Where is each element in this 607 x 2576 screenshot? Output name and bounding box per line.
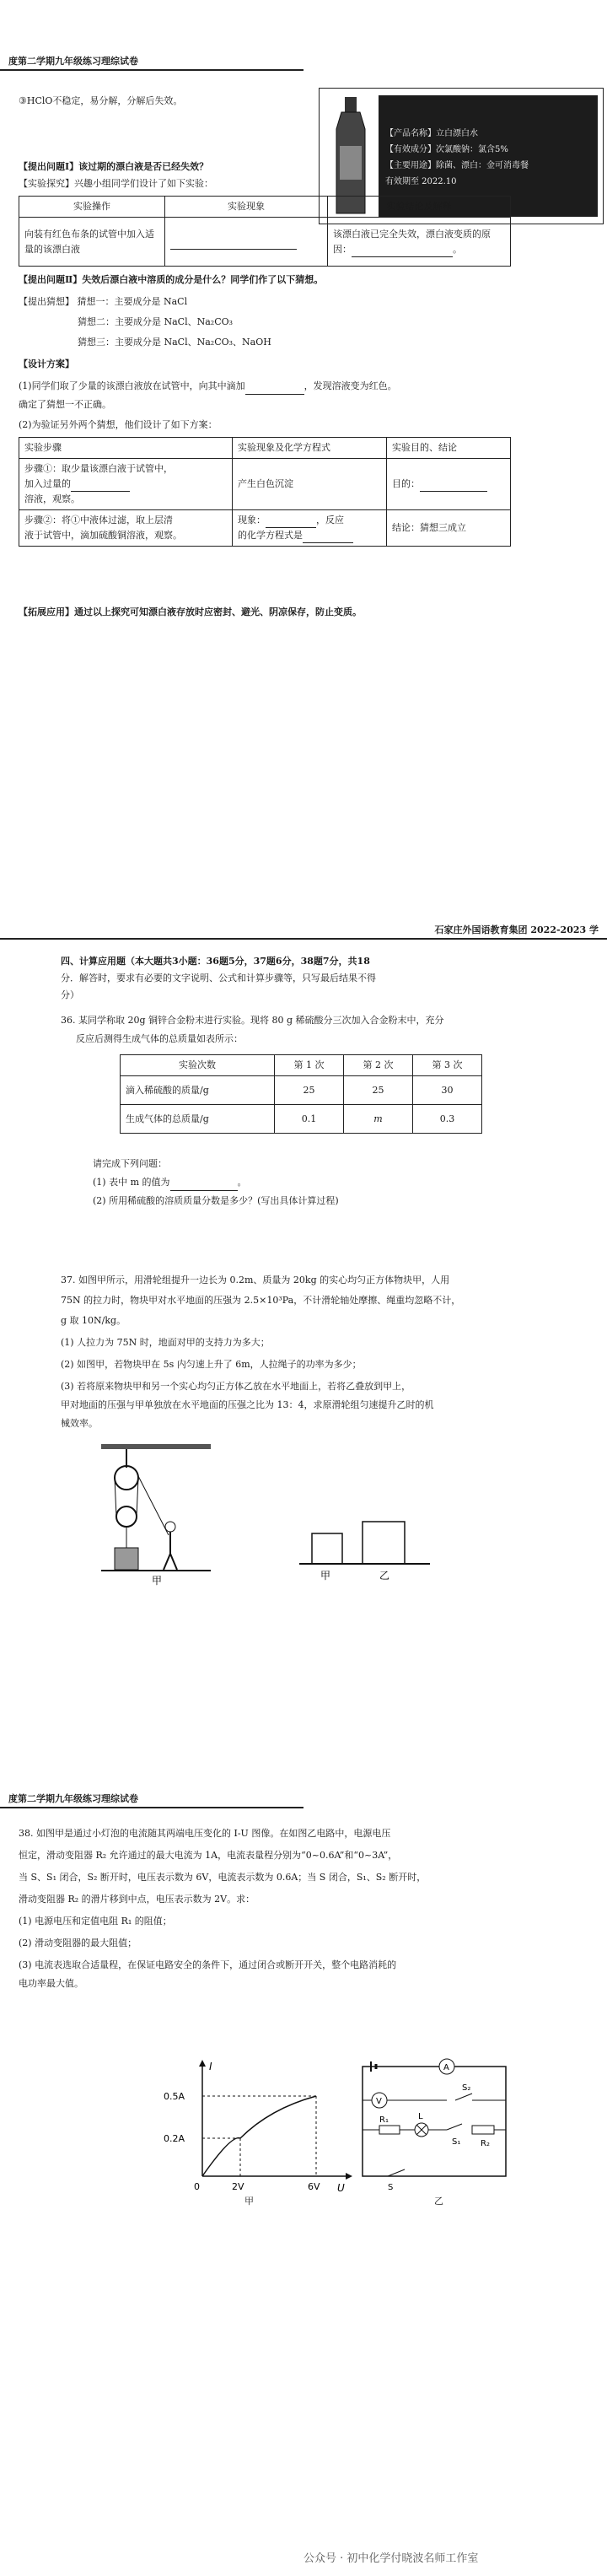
step-text: 步骤②：将①中液体过滤，取上层清 [24, 515, 173, 525]
circuit-caption: 乙 [434, 2196, 443, 2207]
table-cell: 30 [413, 1076, 482, 1105]
axis-label-x: U [337, 2182, 345, 2193]
label-ingredient: 【有效成分】次氯酸钠：氯含5% [385, 145, 508, 154]
phenomenon-text: 的化学方程式是 [238, 530, 303, 541]
q37-text: 75N 的拉力时，物块甲对水平地面的压强为 2.5×10³Pa，不计滑轮轴处摩擦、绳重均忽略不计， [61, 1295, 461, 1306]
ammeter-label: A [443, 2063, 449, 2072]
page-3 [0, 1788, 607, 2576]
table-header: 实验目的、结论 [387, 438, 511, 459]
switch-label: S₁ [452, 2137, 461, 2147]
q38-text: 38. 如图甲是通过小灯泡的电流随其两端电压变化的 I-U 图像。在如图乙电路中，电源电压 [19, 1828, 391, 1839]
q37-part3: (3) 若将原来物块甲和另一个实心均匀正方体乙放在水平地面上，若将乙叠放到甲上， [61, 1381, 411, 1392]
label-date: 有效期至 2022.10 [385, 177, 457, 186]
q38-part1: (1) 电源电压和定值电阻 R₁ 的阻值； [19, 1916, 172, 1927]
table-cell: 25 [344, 1076, 413, 1105]
page-1 [0, 51, 607, 641]
table-cell: 生成气体的总质量/g [121, 1105, 275, 1134]
label-name: 【产品名称】立白漂白水 [385, 129, 478, 138]
design-2: (2)为验证另外两个猜想，他们设计了如下方案： [19, 419, 218, 430]
answer-blank[interactable] [303, 531, 353, 543]
page-header: 度第二学期九年级练习理综试卷 [0, 51, 304, 71]
tick-label: 0 [194, 2181, 200, 2192]
table-cell: 滴入稀硫酸的质量/g [121, 1076, 275, 1105]
table-header: 实验现象 [165, 197, 328, 218]
circuit-diagram [354, 2041, 514, 2193]
design-1 [19, 378, 397, 395]
step-text: 液于试管中，滴加硫酸铜溶液，观察。 [24, 530, 182, 541]
guess-1: 【提出猜想】 猜想一：主要成分是 NaCl [19, 296, 188, 307]
section-desc: 分） [61, 989, 79, 1000]
switch-label: S [388, 2183, 394, 2192]
q37-part3: 械效率。 [61, 1418, 98, 1429]
design-1-text-end: ，发现溶液变为红色。 [304, 380, 397, 391]
page-2 [0, 919, 607, 1594]
answer-blank-cell[interactable] [165, 218, 328, 267]
q36-text: 反应后测得生成气体的总质量如表所示： [76, 1033, 243, 1044]
iu-graph [160, 2058, 354, 2193]
table-cell [19, 459, 233, 510]
table-cell: 结论：猜想三成立 [387, 510, 511, 547]
lamp-label: L [418, 2112, 423, 2121]
q37-text: 37. 如图甲所示，用滑轮组提升一边长为 0.2m、质量为 20kg 的实心均匀正方体物块甲，人用 [61, 1275, 450, 1285]
table-cell: 0.1 [275, 1105, 344, 1134]
table-cell: m [344, 1105, 413, 1134]
table-header: 实验现象及化学方程式 [233, 438, 387, 459]
q38-text: 当 S、S₁ 闭合，S₂ 断开时，电压表示数为 6V，电流表示数为 0.6A；当 S 闭合，S₁、S₂ 断开时， [19, 1872, 427, 1883]
resistor-label: R₂ [481, 2139, 490, 2148]
q38-text: 恒定，滑动变阻器 R₂ 允许通过的最大电流为 1A，电流表量程分别为“0~0.6A”和“0~3A”， [19, 1850, 398, 1861]
q38-part3: 电功率最大值。 [19, 1978, 83, 1989]
q36-text: 请完成下列问题： [93, 1158, 167, 1169]
table-header: 第 3 次 [413, 1055, 482, 1076]
watermark: 公众号 · 初中化学付晓波名师工作室 [304, 2552, 479, 2565]
pulley-figure [93, 1442, 228, 1586]
guess-2: 猜想二：主要成分是 NaCl、Na₂CO₃ [78, 316, 234, 327]
goal-label: 目的： [392, 478, 420, 489]
q36-text: 36. 某同学称取 20g 铜锌合金粉末进行实验。现将 80 g 稀硫酸分三次加入合金粉末中，充分 [61, 1015, 444, 1026]
section-desc: 分．解答时，要求有必要的文字说明、公式和计算步骤等，只写最后结果不得 [61, 973, 376, 984]
table-cell [387, 459, 511, 510]
design-title: 【设计方案】 [19, 358, 74, 369]
conclusion-end: 。 [453, 243, 462, 255]
section-title: 四、计算应用题（本大题共3小题：36题5分，37题6分，38题7分，共18 [61, 956, 370, 967]
question-2-title: 【提出问题Ⅱ】失效后漂白液中溶质的成分是什么？同学们作了以下猜想。 [19, 274, 324, 285]
q36-part1 [93, 1174, 247, 1191]
extension-note: 【拓展应用】通过以上探究可知漂白液存放时应密封、避光、阴凉保存，防止变质。 [19, 606, 362, 617]
table-header: 第 1 次 [275, 1055, 344, 1076]
table-cell: 25 [275, 1076, 344, 1105]
answer-blank[interactable] [245, 382, 304, 395]
answer-blank[interactable] [352, 245, 453, 257]
tick-label: 2V [232, 2181, 244, 2192]
conclusion-text: 该漂白液已完全失效，漂白液变质的原因： [333, 228, 491, 255]
table-header: 实验结论及解释 [328, 197, 511, 218]
step-text: 步骤①：取少量该漂白液于试管中， [24, 463, 173, 474]
switch-label: S₂ [462, 2083, 471, 2093]
experiment-intro: 【实验探究】兴趣小组同学们设计了如下实验： [19, 178, 213, 189]
table-cell: 向装有红色布条的试管中加入适量的该漂白液 [19, 218, 165, 267]
figure-label: 乙 [379, 1570, 390, 1582]
tick-label: 6V [308, 2181, 320, 2192]
table-header: 实验操作 [19, 197, 165, 218]
q37-part1: (1) 人拉力为 75N 时，地面对甲的支持力为多大； [61, 1337, 270, 1348]
table-cell [233, 510, 387, 547]
page-header: 石家庄外国语教育集团 2022-2023 学 [0, 919, 607, 940]
table-cell: 产生白色沉淀 [233, 459, 387, 510]
resistor-label: R₁ [379, 2115, 389, 2125]
question-1-title: 【提出问题Ⅰ】该过期的漂白液是否已经失效？ [19, 161, 209, 172]
experiment-table-1 [19, 196, 511, 267]
page-header: 度第二学期九年级练习理综试卷 [0, 1788, 304, 1808]
q37-part2: (2) 如图甲，若物块甲在 5s 内匀速上升了 6m，人拉绳子的功率为多少； [61, 1359, 362, 1370]
answer-blank[interactable] [266, 515, 316, 528]
table-header: 实验次数 [121, 1055, 275, 1076]
step-text: 溶液，观察。 [24, 493, 80, 504]
phenomenon-label: 现象： [238, 515, 266, 525]
design-1-conclusion: 确定了猜想一不正确。 [19, 399, 111, 410]
guess-3: 猜想三：主要成分是 NaCl、Na₂CO₃、NaOH [78, 337, 271, 348]
label-usage: 【主要用途】除菌、漂白：金可消毒餐 [385, 161, 529, 170]
phenomenon-text: ，反应 [316, 515, 344, 525]
q38-part2: (2) 滑动变阻器的最大阻值； [19, 1937, 137, 1948]
table-header: 实验步骤 [19, 438, 233, 459]
answer-blank[interactable] [170, 1178, 238, 1191]
text-line: ③HClO不稳定，易分解，分解后失效。 [19, 95, 183, 106]
table-cell: 0.3 [413, 1105, 482, 1134]
answer-blank[interactable] [71, 479, 130, 492]
figure-label: 甲 [152, 1575, 163, 1586]
design-1-text: (1)同学们取了少量的该漂白液放在试管中，向其中滴加 [19, 380, 245, 391]
axis-label-y: I [209, 2061, 212, 2072]
q37-part3: 甲对地面的压强与甲单独放在水平地面的压强之比为 13：4，求原滑轮组匀速提升乙时的机 [61, 1399, 434, 1410]
tick-label: 0.2A [164, 2133, 185, 2144]
graph-caption: 甲 [244, 2196, 254, 2207]
table-cell [19, 510, 233, 547]
q36-part2: (2) 所用稀硫酸的溶质质量分数是多少？(写出具体计算过程) [93, 1195, 339, 1206]
table-header: 第 2 次 [344, 1055, 413, 1076]
q37-text: g 取 10N/kg。 [61, 1315, 126, 1326]
voltmeter-label: V [376, 2097, 382, 2106]
blocks-figure [295, 1510, 438, 1586]
answer-blank[interactable] [420, 479, 487, 492]
data-table-q36 [120, 1054, 482, 1134]
q38-text: 滑动变阻器 R₂ 的滑片移到中点，电压表示数为 2V。求： [19, 1894, 255, 1905]
tick-label: 0.5A [164, 2091, 185, 2102]
q38-part3: (3) 电流表选取合适量程，在保证电路安全的条件下，通过闭合或断开开关，整个电路消耗的 [19, 1959, 397, 1970]
step-text: 加入过量的 [24, 478, 71, 489]
q36-part1-text: (1) 表中 m 的值为 [93, 1177, 170, 1188]
table-cell [328, 218, 511, 267]
figure-label: 甲 [320, 1570, 331, 1582]
q36-part1-end: 。 [237, 1177, 247, 1188]
experiment-table-2 [19, 437, 511, 547]
